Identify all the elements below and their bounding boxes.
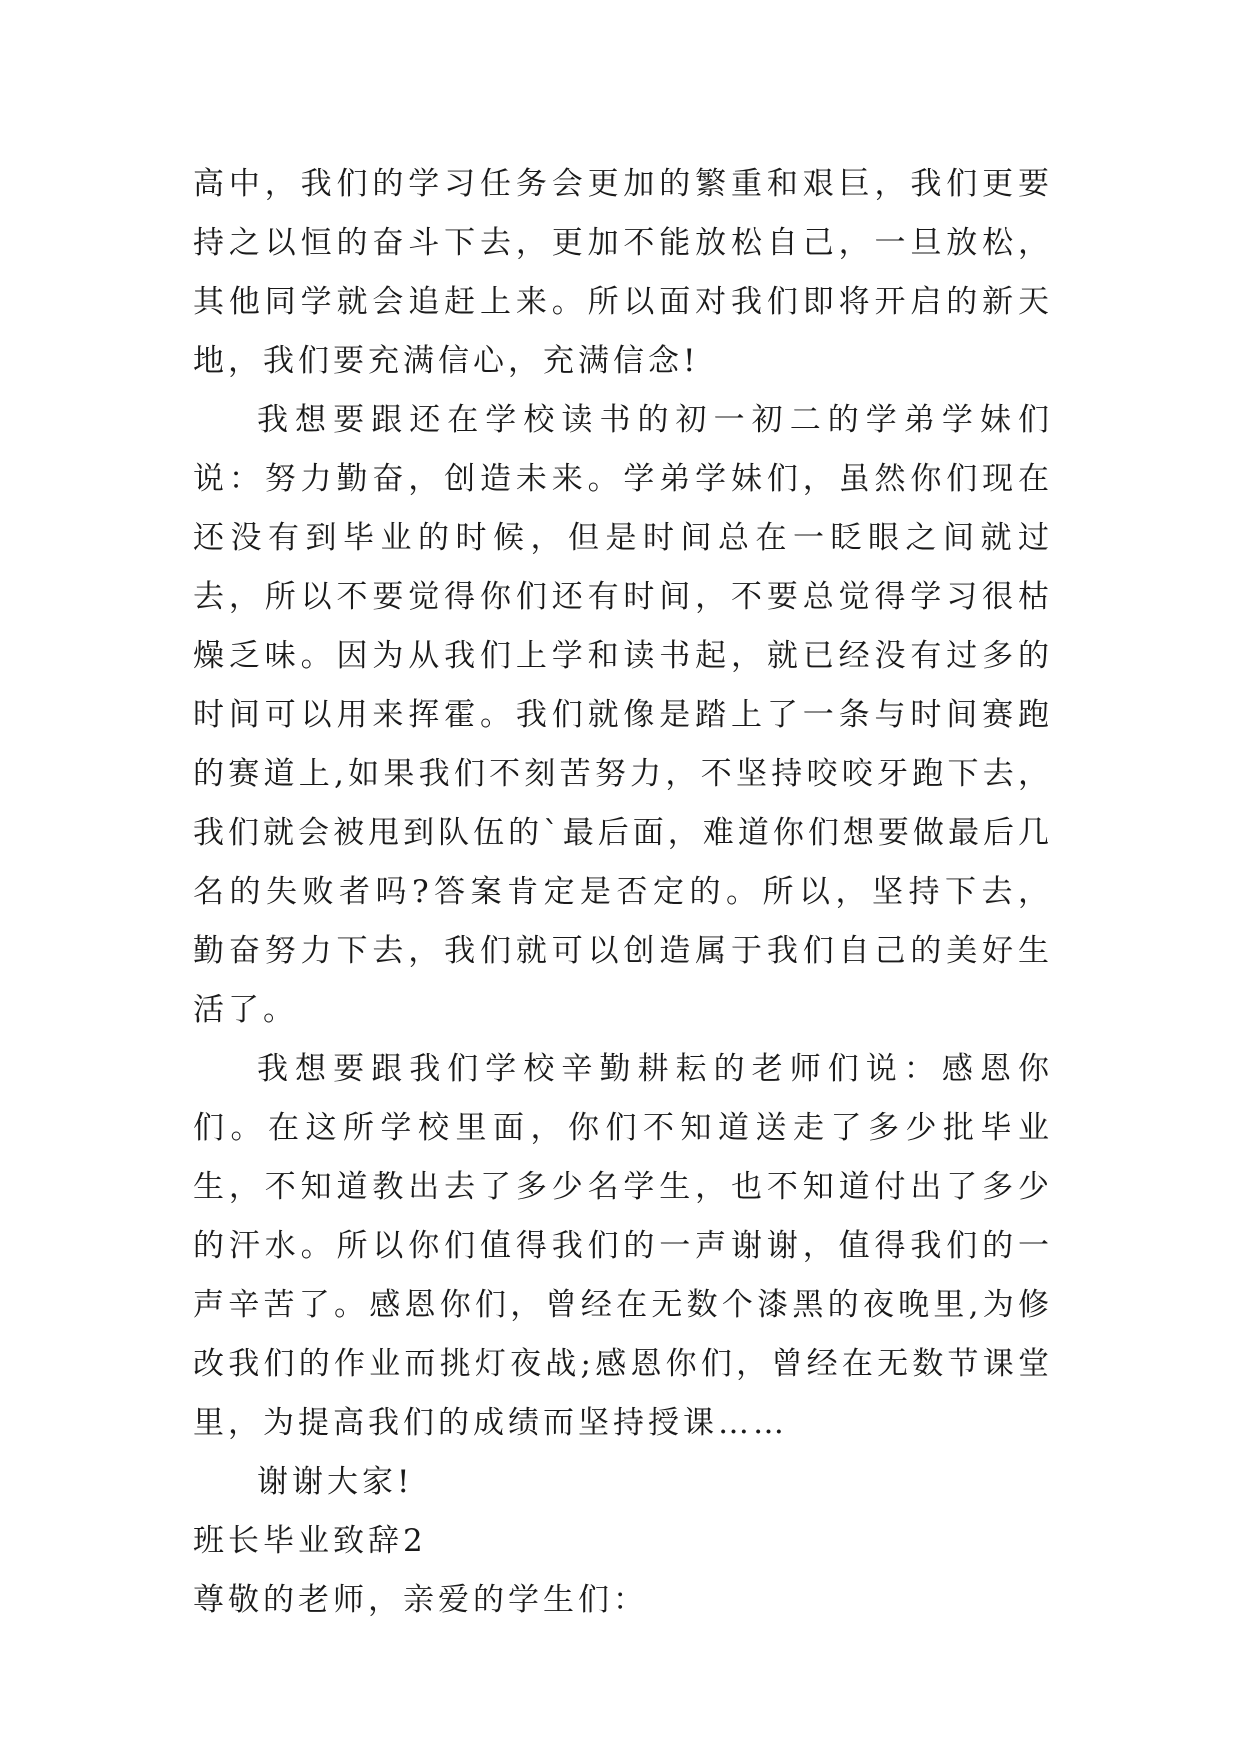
salutation: 尊敬的老师，亲爱的学生们： [193,1582,648,1618]
document-body [193,155,1053,1630]
closing-line: 谢谢大家! [257,1464,414,1500]
paragraph-3: 我想要跟我们学校辛勤耕耘的老师们说：感恩你们。在这所学校里面，你们不知道送走了多少批毕业生，不知道教出去了多少名学生，也不知道付出了多少的汗水。所以你们值得我们的一声谢谢，值得我们的一声辛苦了。感恩你们，曾经在无数个漆黑的夜晚里,为修改我们的作业而挑灯夜战;感恩你们，曾经在无数节课堂里，为提高我们的成绩而坚持授课…… [193,1051,1053,1441]
paragraph-1: 高中，我们的学习任务会更加的繁重和艰巨，我们更要持之以恒的奋斗下去，更加不能放松自己，一旦放松，其他同学就会追赶上来。所以面对我们即将开启的新天地，我们要充满信心，充满信念! [193,166,1053,379]
section-title: 班长毕业致辞2 [193,1523,427,1559]
paragraph-2: 我想要跟还在学校读书的初一初二的学弟学妹们说：努力勤奋，创造未来。学弟学妹们，虽然你们现在还没有到毕业的时候，但是时间总在一眨眼之间就过去，所以不要觉得你们还有时间，不要总觉得学习很枯燥乏味。因为从我们上学和读书起，就已经没有过多的时间可以用来挥霍。我们就像是踏上了一条与时间赛跑的赛道上,如果我们不刻苦努力，不坚持咬咬牙跑下去，我们就会被甩到队伍的`最后面，难道你们想要做最后几名的失败者吗?答案肯定是否定的。所以，坚持下去，勤奋努力下去，我们就可以创造属于我们自己的美好生活了。 [193,402,1053,1028]
